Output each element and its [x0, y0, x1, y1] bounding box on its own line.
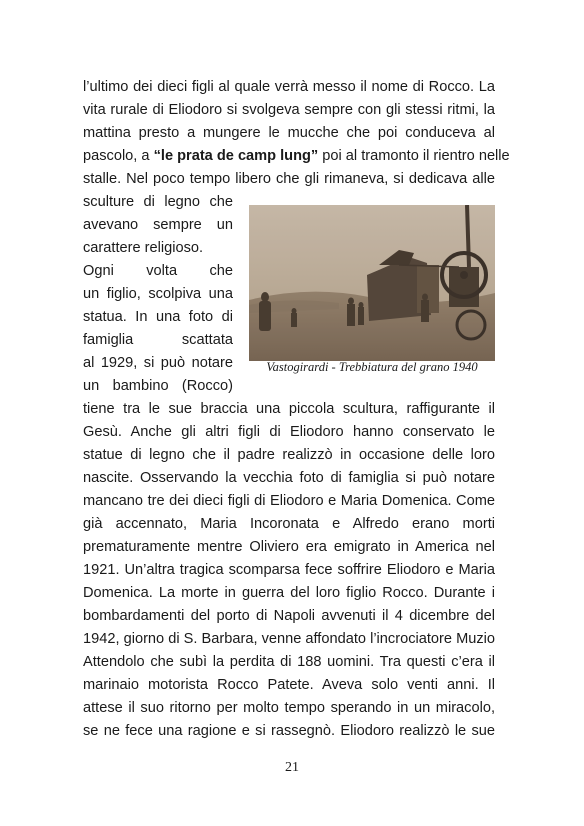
text-fragment: poi al tramonto il rientro nelle — [322, 148, 510, 164]
text-line: tiene tra le sue braccia una piccola scultura, raffigurante il — [83, 401, 495, 417]
text-line: 1942, giorno di S. Barbara, venne affondato l’incrociatore Muzio — [83, 631, 495, 647]
text-line: avevano sempre un — [83, 217, 233, 233]
text-line: già accennato, Maria Incoronata e Alfredo erano morti — [83, 516, 495, 532]
text-line: vita rurale di Eliodoro si svolgeva sempre con gli stessi ritmi, la — [83, 102, 495, 118]
text-line: Gesù. Anche gli altri figli di Eliodoro hanno conservato le — [83, 424, 495, 440]
text-line: attese il suo ritorno per molto tempo sperando in un miracolo, — [83, 700, 495, 716]
text-line: Ogni volta che — [83, 263, 233, 279]
text-line: Domenica. La morte in guerra del loro figlio Rocco. Durante i — [83, 585, 495, 601]
text-line: un bambino (Rocco) — [83, 378, 233, 394]
text-fragment: pascolo, a — [83, 148, 154, 164]
text-line: se ne fece una ragione e si rassegnò. Eliodoro realizzò le sue — [83, 723, 495, 739]
text-line-emphasis — [83, 145, 510, 168]
text-line: al 1929, si può notare — [83, 355, 233, 371]
text-line: nascite. Osservando la vecchia foto di famiglia si può notare — [83, 470, 495, 486]
text-line: bombardamenti del porto di Napoli avvenuti il 4 dicembre del — [83, 608, 495, 624]
photo-caption: Vastogirardi - Trebbiatura del grano 1940 — [266, 360, 478, 374]
text-line: statue di legno che il padre realizzò in occasione delle loro — [83, 447, 495, 463]
threshing-photo — [249, 205, 495, 361]
text-line: un figlio, scolpiva una — [83, 286, 233, 302]
text-line: 1921. Un’altra tragica scomparsa fece soffrire Eliodoro e Maria — [83, 562, 495, 578]
text-line: Attendolo che subì la perdita di 188 uomini. Tra questi c’era il — [83, 654, 495, 670]
page-number: 21 — [285, 760, 299, 775]
text-line: stalle. Nel poco tempo libero che gli rimaneva, si dedicava alle — [83, 171, 495, 187]
text-line: marinaio motorista Rocco Patete. Aveva solo venti anni. Il — [83, 677, 495, 693]
text-line: prematuramente mentre Oliviero era emigrato in America nel — [83, 539, 495, 555]
photo-illustration — [249, 205, 495, 361]
text-line: l’ultimo dei dieci figli al quale verrà messo il nome di Rocco. La — [83, 79, 495, 95]
text-line: mancano tre dei dieci figli di Eliodoro e Maria Domenica. Come — [83, 493, 495, 509]
text-line: famiglia scattata — [83, 332, 233, 348]
text-line: mattina presto a mungere le mucche che poi conduceva al — [83, 125, 495, 141]
text-line: statua. In una foto di — [83, 309, 233, 325]
text-line: sculture di legno che — [83, 194, 233, 210]
text-line: carattere religioso. — [83, 240, 204, 256]
emphasis-quote: “le prata de camp lung” — [153, 148, 319, 164]
